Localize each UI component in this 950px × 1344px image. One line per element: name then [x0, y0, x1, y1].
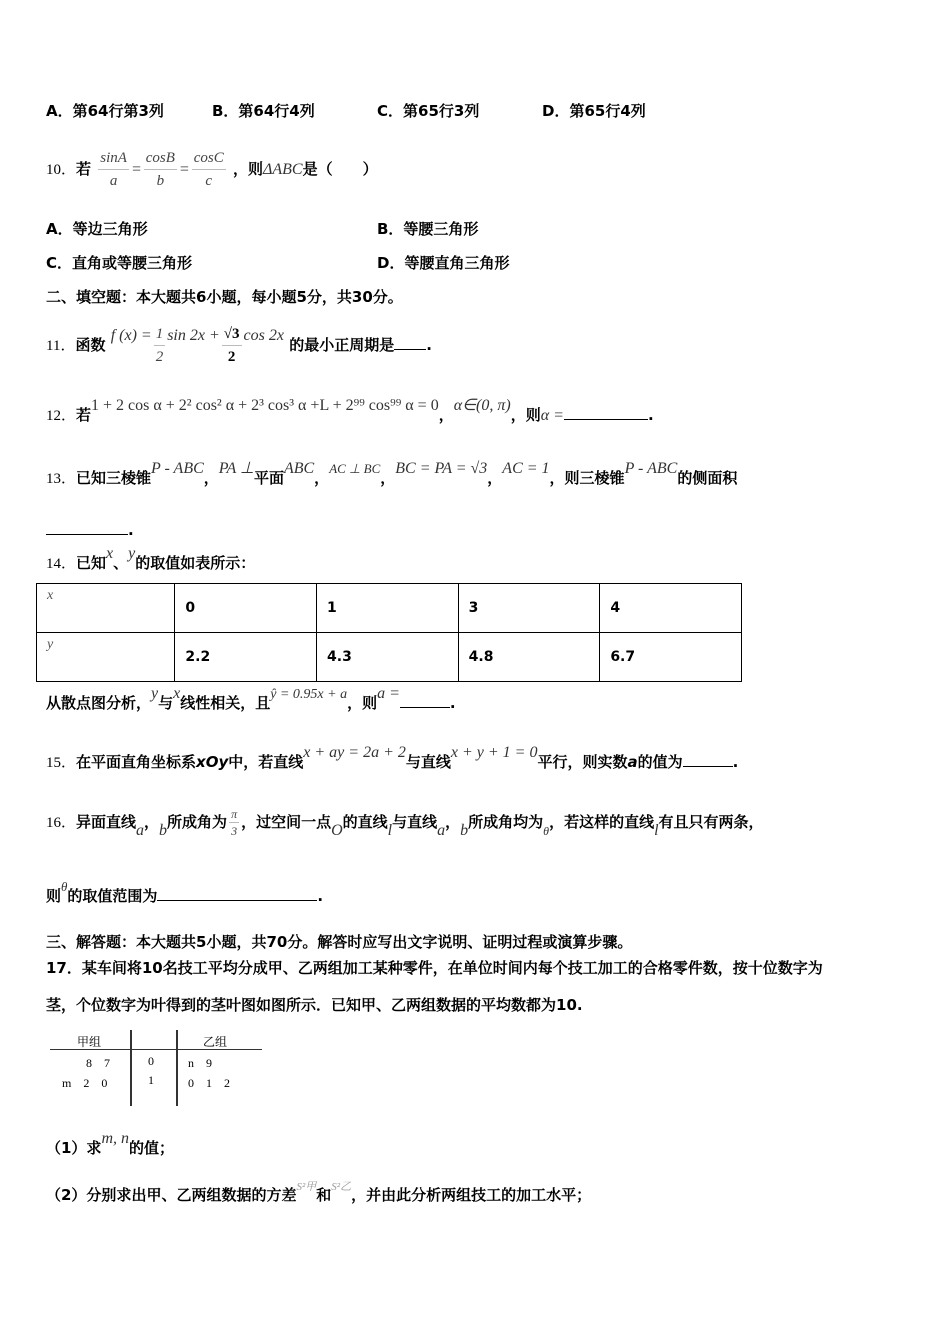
math: l [654, 822, 659, 839]
math: BC = PA = √3 [395, 460, 488, 477]
text: . [317, 887, 324, 905]
numerator: cosB [144, 147, 177, 170]
math: a [627, 753, 638, 771]
text: ， [380, 469, 396, 487]
option-c: C．直角或等腰三角形 [46, 254, 193, 272]
text: . [449, 694, 456, 712]
option-c: C．第65行3列 [377, 102, 480, 120]
leaves-a: 8 7 [86, 1056, 111, 1070]
text: 的直线 [342, 813, 388, 831]
math: O [331, 822, 343, 839]
text: 已知三棱锥 [76, 469, 152, 487]
math: P - ABC [624, 460, 678, 477]
text: 平行，则实数 [537, 753, 628, 771]
math: a [136, 822, 145, 839]
fraction [192, 147, 226, 192]
q17-part1 [46, 1130, 175, 1159]
text: . [128, 521, 134, 539]
math: f (x) = [110, 327, 152, 344]
leaves-a: m 2 0 [62, 1076, 108, 1090]
math: 1 + 2 cos α + 2² cos² α + 2³ cos³ α +L + 2⁹⁹ cos⁹⁹ α = 0 [91, 397, 439, 414]
denominator: a [109, 173, 118, 189]
math: x + y + 1 = 0 [450, 744, 538, 761]
text: 、 [113, 554, 129, 572]
math: sin 2x + [167, 327, 220, 344]
question-17-line2: 茎，个位数字为叶得到的茎叶图如图所示．已知甲、乙两组数据的平均数都为10. [46, 996, 583, 1014]
math: x + ay = 2a + 2 [303, 744, 406, 761]
answer-blank[interactable] [683, 752, 733, 767]
text: 的值； [129, 1139, 175, 1157]
fraction [154, 323, 166, 368]
stem-leaf-plot [50, 1030, 262, 1106]
text: ， [144, 813, 160, 831]
math: ΔABC [262, 161, 303, 178]
text: 与直线 [405, 753, 451, 771]
text: 的取值范围为 [67, 887, 158, 905]
question-number: 16． [46, 815, 77, 831]
group-a-label: 甲组 [77, 1035, 102, 1049]
row-header: y [37, 633, 175, 682]
math: AC ⊥ BC [329, 461, 381, 476]
text: 平面 [253, 469, 284, 487]
math: S²乙 [331, 1181, 352, 1193]
question-number: 11． [46, 338, 76, 354]
text: ， [203, 469, 219, 487]
math: y [151, 685, 159, 702]
text: 若 [76, 160, 92, 178]
table-cell: 4.3 [317, 633, 459, 682]
text: 所成角均为 [468, 813, 544, 831]
math: l [387, 822, 393, 839]
stem: 0 [148, 1054, 154, 1068]
math: xOy [196, 753, 229, 771]
text: ， [487, 469, 503, 487]
math: b [460, 822, 469, 839]
table-cell: 2.2 [175, 633, 317, 682]
text: ， [445, 813, 461, 831]
question-number: 13． [46, 471, 77, 487]
option-d: D．等腰直角三角形 [377, 254, 510, 272]
question-number: 15． [46, 755, 77, 771]
text: 则 [46, 887, 62, 905]
group-b-label: 乙组 [203, 1035, 228, 1049]
math: m, n [101, 1130, 129, 1147]
xy-value-table [36, 583, 742, 682]
q17-part2 [46, 1181, 592, 1207]
text: 若 [76, 406, 92, 424]
numerator: cosC [192, 147, 226, 170]
option-b: B．第64行4列 [212, 102, 315, 120]
text: 和 [316, 1186, 332, 1204]
table-cell: 0 [175, 584, 317, 633]
question-16-line2 [46, 879, 324, 907]
numerator: 1 [154, 323, 166, 346]
fraction [229, 806, 239, 839]
leaves-b: n 9 [188, 1056, 213, 1070]
fraction [222, 323, 242, 368]
text: 的最小正周期是 [289, 336, 395, 354]
stem-divider-left [130, 1030, 132, 1106]
question-15 [46, 744, 739, 773]
text: ，若这样的直线 [549, 813, 655, 831]
math: x [106, 545, 114, 562]
option-d: D．第65行4列 [542, 102, 646, 120]
text: . [647, 406, 654, 424]
math: S²甲 [296, 1181, 317, 1193]
math: y [128, 545, 136, 562]
table-cell: 4 [600, 584, 742, 633]
equals: = [130, 161, 142, 178]
option-a: A．第64行第3列 [46, 102, 164, 120]
text: 的取值如表所示： [135, 554, 256, 572]
question-12 [46, 397, 654, 426]
stem-divider-right [176, 1030, 178, 1106]
question-14-line2 [46, 685, 456, 715]
row-header: x [37, 584, 175, 633]
table-cell: 3 [458, 584, 600, 633]
math: a = [377, 685, 400, 702]
text: 在平面直角坐标系 [76, 753, 197, 771]
denominator: 3 [231, 824, 238, 838]
math: b [159, 822, 168, 839]
denominator: 2 [227, 349, 236, 365]
text: . [426, 336, 432, 354]
text: 的侧面积 [677, 469, 738, 487]
text: 线性相关，且 [180, 694, 271, 712]
math: α∈(0, π) [453, 397, 511, 414]
question-number: 14． [46, 556, 77, 572]
option-b: B．等腰三角形 [377, 220, 479, 238]
text: 所成角为 [167, 813, 228, 831]
stem: 1 [148, 1073, 154, 1087]
question-number: 12． [46, 408, 77, 424]
math: α = [540, 407, 564, 424]
fraction [98, 147, 129, 192]
table-row [37, 584, 742, 633]
option-a: A．等边三角形 [46, 220, 148, 238]
text: ，则 [510, 406, 541, 424]
question-13 [46, 460, 738, 489]
text: 函数 [75, 336, 106, 354]
answer-blank[interactable] [564, 405, 648, 420]
math: AC = 1 [502, 460, 550, 477]
text: 与 [158, 694, 174, 712]
denominator: b [156, 173, 165, 189]
section-2-heading: 二、填空题：本大题共6小题，每小题5分，共30分。 [46, 288, 403, 306]
text: 是（ ） [302, 160, 378, 178]
equals: = [178, 161, 190, 178]
math: θ [543, 824, 550, 838]
text: ， [438, 406, 454, 424]
text: 中，若直线 [228, 753, 304, 771]
math: a [437, 822, 446, 839]
math: cos 2x [243, 327, 284, 344]
math: ŷ = 0.95x + a [270, 687, 348, 702]
q13-answer-line [46, 520, 134, 540]
text: 有且只有两条， [658, 813, 764, 831]
question-14 [46, 545, 256, 574]
fraction [144, 147, 177, 192]
leaves-b: 0 1 2 [188, 1076, 231, 1090]
question-number: 10． [46, 162, 77, 178]
text: ，过空间一点 [241, 813, 332, 831]
text: 与直线 [392, 813, 438, 831]
text: ，并由此分析两组技工的加工水平； [351, 1186, 592, 1204]
math: θ [61, 879, 68, 894]
math: PA ⊥ [218, 460, 254, 477]
text: 从散点图分析， [46, 694, 152, 712]
answer-blank[interactable] [400, 693, 450, 708]
text: ，则 [232, 160, 263, 178]
denominator: c [205, 173, 213, 189]
table-cell: 4.8 [458, 633, 600, 682]
numerator: sinA [98, 147, 129, 170]
numerator: √3 [222, 323, 242, 346]
question-11 [46, 320, 432, 371]
section-3-heading: 三、解答题：本大题共5小题，共70分。解答时应写出文字说明、证明过程或演算步骤。 [46, 933, 633, 951]
answer-blank[interactable] [394, 335, 426, 350]
text: 的值为 [637, 753, 683, 771]
text: （1）求 [46, 1139, 102, 1157]
text: 已知 [76, 554, 107, 572]
text: ， [314, 469, 330, 487]
math: x [173, 685, 181, 702]
table-row [37, 633, 742, 682]
table-cell: 1 [317, 584, 459, 633]
text: ，则三棱锥 [549, 469, 625, 487]
question-17-line1: 17．某车间将10名技工平均分成甲、乙两组加工某种零件，在单位时间内每个技工加工的合格零件数，按十位数字为 [46, 959, 823, 977]
text: 异面直线 [76, 813, 137, 831]
answer-blank[interactable] [46, 520, 128, 535]
text: （2）分别求出甲、乙两组数据的方差 [46, 1186, 297, 1204]
numerator: π [231, 807, 238, 821]
text: . [732, 753, 739, 771]
table-cell: 6.7 [600, 633, 742, 682]
text: ，则 [347, 694, 378, 712]
question-16 [46, 800, 764, 845]
denominator: 2 [155, 349, 164, 365]
math: P - ABC [151, 460, 204, 477]
math: ABC [283, 460, 315, 477]
answer-blank[interactable] [157, 886, 317, 901]
question-10 [46, 145, 378, 194]
